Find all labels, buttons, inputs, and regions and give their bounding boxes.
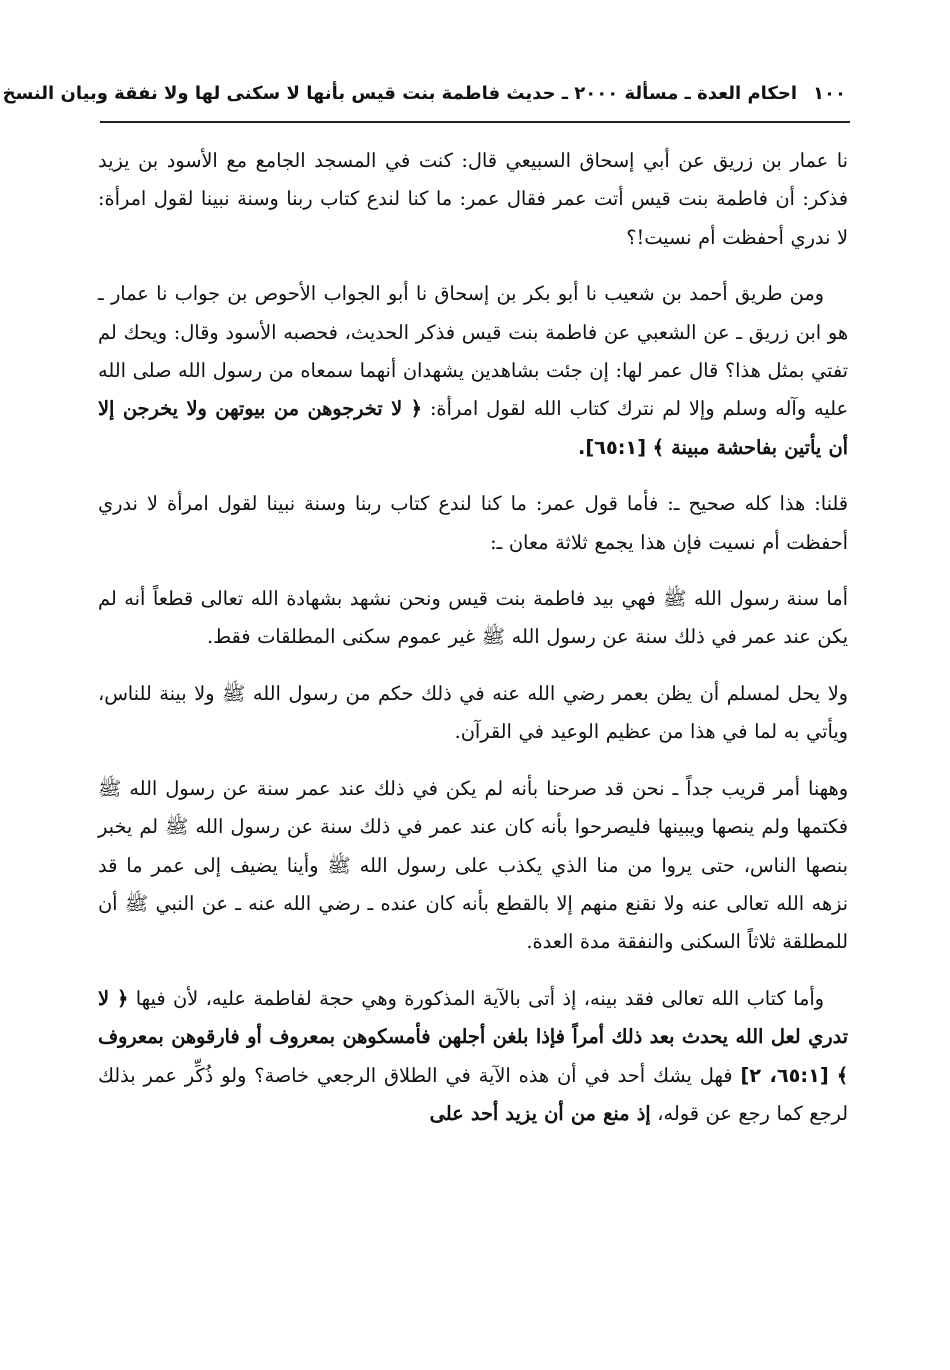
- paragraph-4: [98, 580, 848, 657]
- paragraph-text: نا عمار بن زريق عن أبي إسحاق السبيعي قال: كنت في المسجد الجامع مع الأسود بن يزيد فذكر: أن فاطمة بنت قيس أتت عمر فقال عمر: ما كنا لندع كتاب ربنا وسنة نبينا لقول امرأة: لا ندري أحفظت أم نسيت!؟: [98, 149, 848, 249]
- paragraph-2: [98, 275, 848, 467]
- running-header: [2, 76, 846, 110]
- page-number: ١٠٠: [813, 82, 846, 104]
- verse-reference: [٦٥:١].: [578, 435, 647, 459]
- paragraph-text: وأما كتاب الله تعالى فقد بينه، إذ أتى بالآية المذكورة وهي حجة لفاطمة عليه، لأن فيها: [135, 986, 824, 1010]
- paragraph-text: فهل يشك أحد في أن هذه الآية في الطلاق الرجعي خاصة؟ ولو ذُكِّر عمر بذلك لرجع كما رجع عن قوله،: [98, 1063, 848, 1125]
- paragraph-5: [98, 675, 848, 752]
- quran-verse: ﴿ لا تدري لعل الله يحدث بعد ذلك أمراً فإذا بلغن أجلهن فأمسكوهن بمعروف أو فارقوهن بمعروف ﴾: [98, 986, 848, 1087]
- quran-verse: ﴿ لا تخرجوهن من بيوتهن ولا يخرجن إلا أن يأتين بفاحشة مبينة ﴾: [98, 397, 848, 459]
- paragraph-7: [98, 980, 848, 1134]
- paragraph-text: قلنا: هذا كله صحيح ـ: فأما قول عمر: ما كنا لندع كتاب ربنا وسنة نبينا لقول امرأة لا ندري أحفظت أم نسيت فإن هذا يجمع ثلاثة معان ـ:: [98, 492, 848, 554]
- paragraph-text: ومن طريق أحمد بن شعيب نا أبو بكر بن إسحاق نا أبو الجواب الأحوص بن جواب نا عمار ـ هو ابن زريق ـ عن الشعبي عن فاطمة بنت قيس فذكر الحديث، فحصبه الأسود وقال: ويحك لم تفتي بمثل هذا؟ قال عمر لها: إن جئت بشاهدين يشهدان أنهما سمعاه من رسول الله صلى الله عليه وآله وسلم وإلا لم نترك كتاب الله لقول امرأة:: [98, 282, 848, 421]
- paragraph-3: [98, 485, 848, 562]
- header-rule: [100, 121, 850, 123]
- paragraph-bold-tail: إذ منع من أن يزيد أحد على: [429, 1101, 651, 1125]
- page-body: [98, 142, 848, 1332]
- paragraph-1: [98, 142, 848, 257]
- running-title: احكام العدة ـ مسألة ٢٠٠٠ ـ حديث فاطمة بنت قيس بأنها لا سكنى لها ولا نفقة وبيان النسخ: [2, 82, 798, 104]
- verse-reference: [٦٥:١، ٢]: [740, 1063, 829, 1087]
- paragraph-text: أما سنة رسول الله ﷺ فهي بيد فاطمة بنت قيس ونحن نشهد بشهادة الله تعالى قطعاً أنه لم يكن عند عمر في ذلك سنة عن رسول الله ﷺ غير عموم سكنى المطلقات فقط.: [98, 587, 848, 649]
- paragraph-6: [98, 770, 848, 962]
- paragraph-text: وههنا أمر قريب جداً ـ نحن قد صرحنا بأنه لم يكن في ذلك عند عمر سنة عن رسول الله ﷺ فكتمها ولم ينصها ويبينها فليصرحوا بأنه كان عند عمر في ذلك سنة عن رسول الله ﷺ لم يخبر بنصها الناس، حتى يروا من منا الذي يكذب على رسول الله ﷺ وأينا يضيف إلى عمر ما قد نزهه الله تعالى عنه ولا نقنع منهم إلا بالقطع بأنه كان عنده ـ رضي الله عنه ـ عن النبي ﷺ أن للمطلقة ثلاثاً السكنى والنفقة مدة العدة.: [98, 776, 848, 954]
- paragraph-text: ولا يحل لمسلم أن يظن بعمر رضي الله عنه في ذلك حكم من رسول الله ﷺ ولا بينة للناس، ويأتي به لما في هذا من عظيم الوعيد في القرآن.: [98, 681, 848, 744]
